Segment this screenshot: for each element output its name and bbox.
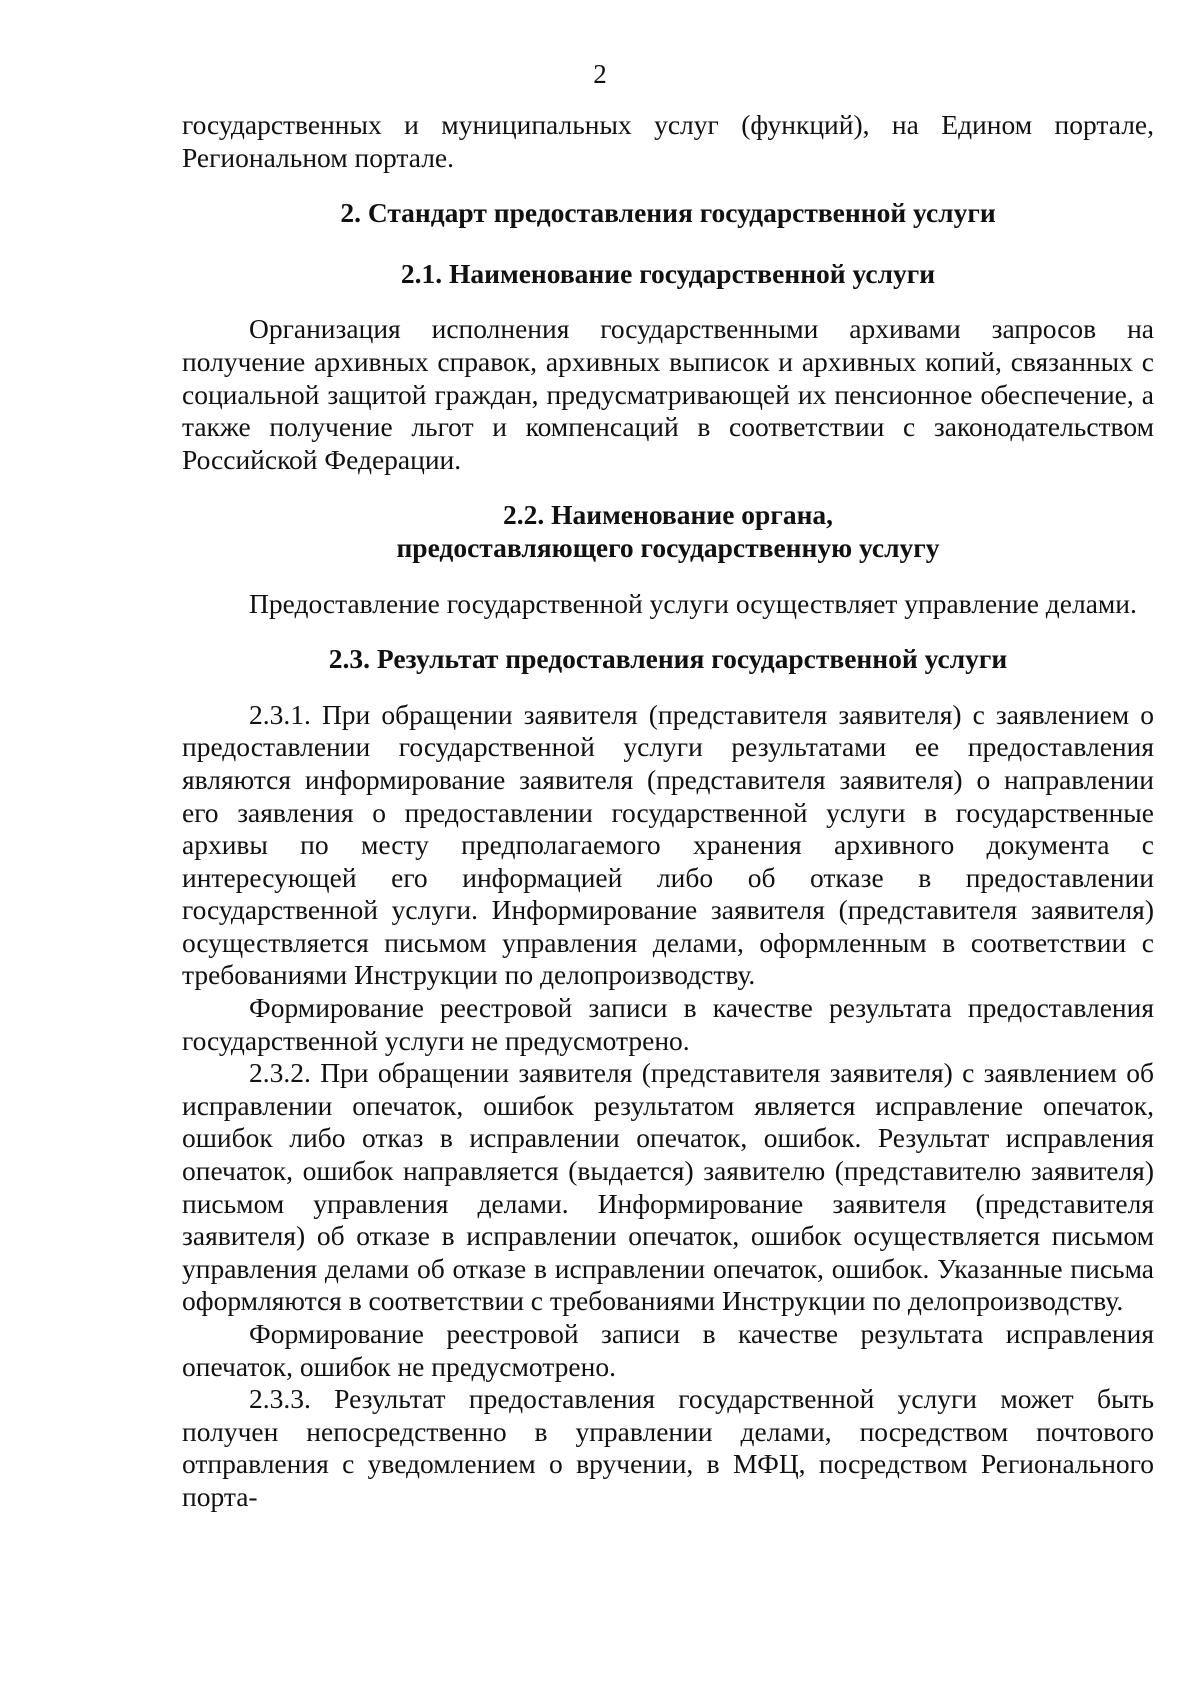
paragraph-service-name: Организация исполнения государственными архивами запросов на получение архивных справок, архивных выписок и архивных копий, связанных с социальной защитой граждан, предусматривающей их пенсионное обеспечение, а также получение льгот и компенсаций в соответствии с законодательством Российской Федерации. xyxy=(182,313,1154,475)
paragraph-continuation: государственных и муниципальных услуг (функций), на Едином портале, Региональном портале. xyxy=(182,109,1154,173)
subsection-heading-2-2-line2: предоставляющего государственную услугу xyxy=(396,531,940,563)
paragraph-registry-record-1: Формирование реестровой записи в качестве результата предоставления государственной услуги не предусмотрено. xyxy=(182,992,1154,1056)
subsection-heading-2-2-line1: 2.2. Наименование органа, xyxy=(502,499,834,531)
paragraph-2-3-1: 2.3.1. При обращении заявителя (представителя заявителя) с заявлением о предоставлении государственной услуги результатами ее предоставления являются информирование заявителя (представителя заявителя) о направлении его заявления о предоставлении государственной услуги в государственные архивы по месту предполагаемого хранения архивного документа с интересующей его информацией либо об отказе в предоставлении государственной услуги. Информирование заявителя (представителя заявителя) осуществляется письмом управления делами, оформленным в соответствии с требованиями Инструкции по делопроизводству. xyxy=(182,698,1154,991)
paragraph-provider: Предоставление государственной услуги осуществляет управление делами. xyxy=(249,587,1137,619)
paragraph-registry-record-2: Формирование реестровой записи в качестве результата исправления опечаток, ошибок не предусмотрено. xyxy=(182,1318,1154,1382)
paragraph-2-3-2: 2.3.2. При обращении заявителя (представителя заявителя) с заявлением об исправлении опечаток, ошибок результатом является исправление опечаток, ошибок либо отказ в исправлении опечаток, ошибок. Результат исправления опечаток, ошибок направляется (выдается) заявителю (представителю заявителя) письмом управления делами. Информирование заявителя (представителя заявителя) об отказе в исправлении опечаток, ошибок осуществляется письмом управления делами об отказе в исправлении опечаток, ошибок. Указанные письма оформляются в соответствии с требованиями Инструкции по делопроизводству. xyxy=(182,1057,1154,1317)
document-body xyxy=(182,109,1154,1514)
section-heading-2: 2. Стандарт предоставления государственной услуги xyxy=(340,197,996,229)
subsection-heading-2-1: 2.1. Наименование государственной услуги xyxy=(400,257,936,289)
subsection-heading-2-3: 2.3. Результат предоставления государственной услуги xyxy=(328,643,1008,675)
page-number: 2 xyxy=(593,59,607,89)
paragraph-2-3-3: 2.3.3. Результат предоставления государственной услуги может быть получен непосредственно в управлении делами, посредством почтового отправления с уведомлением о вручении, в МФЦ, посредством Регионального порта- xyxy=(182,1383,1154,1512)
